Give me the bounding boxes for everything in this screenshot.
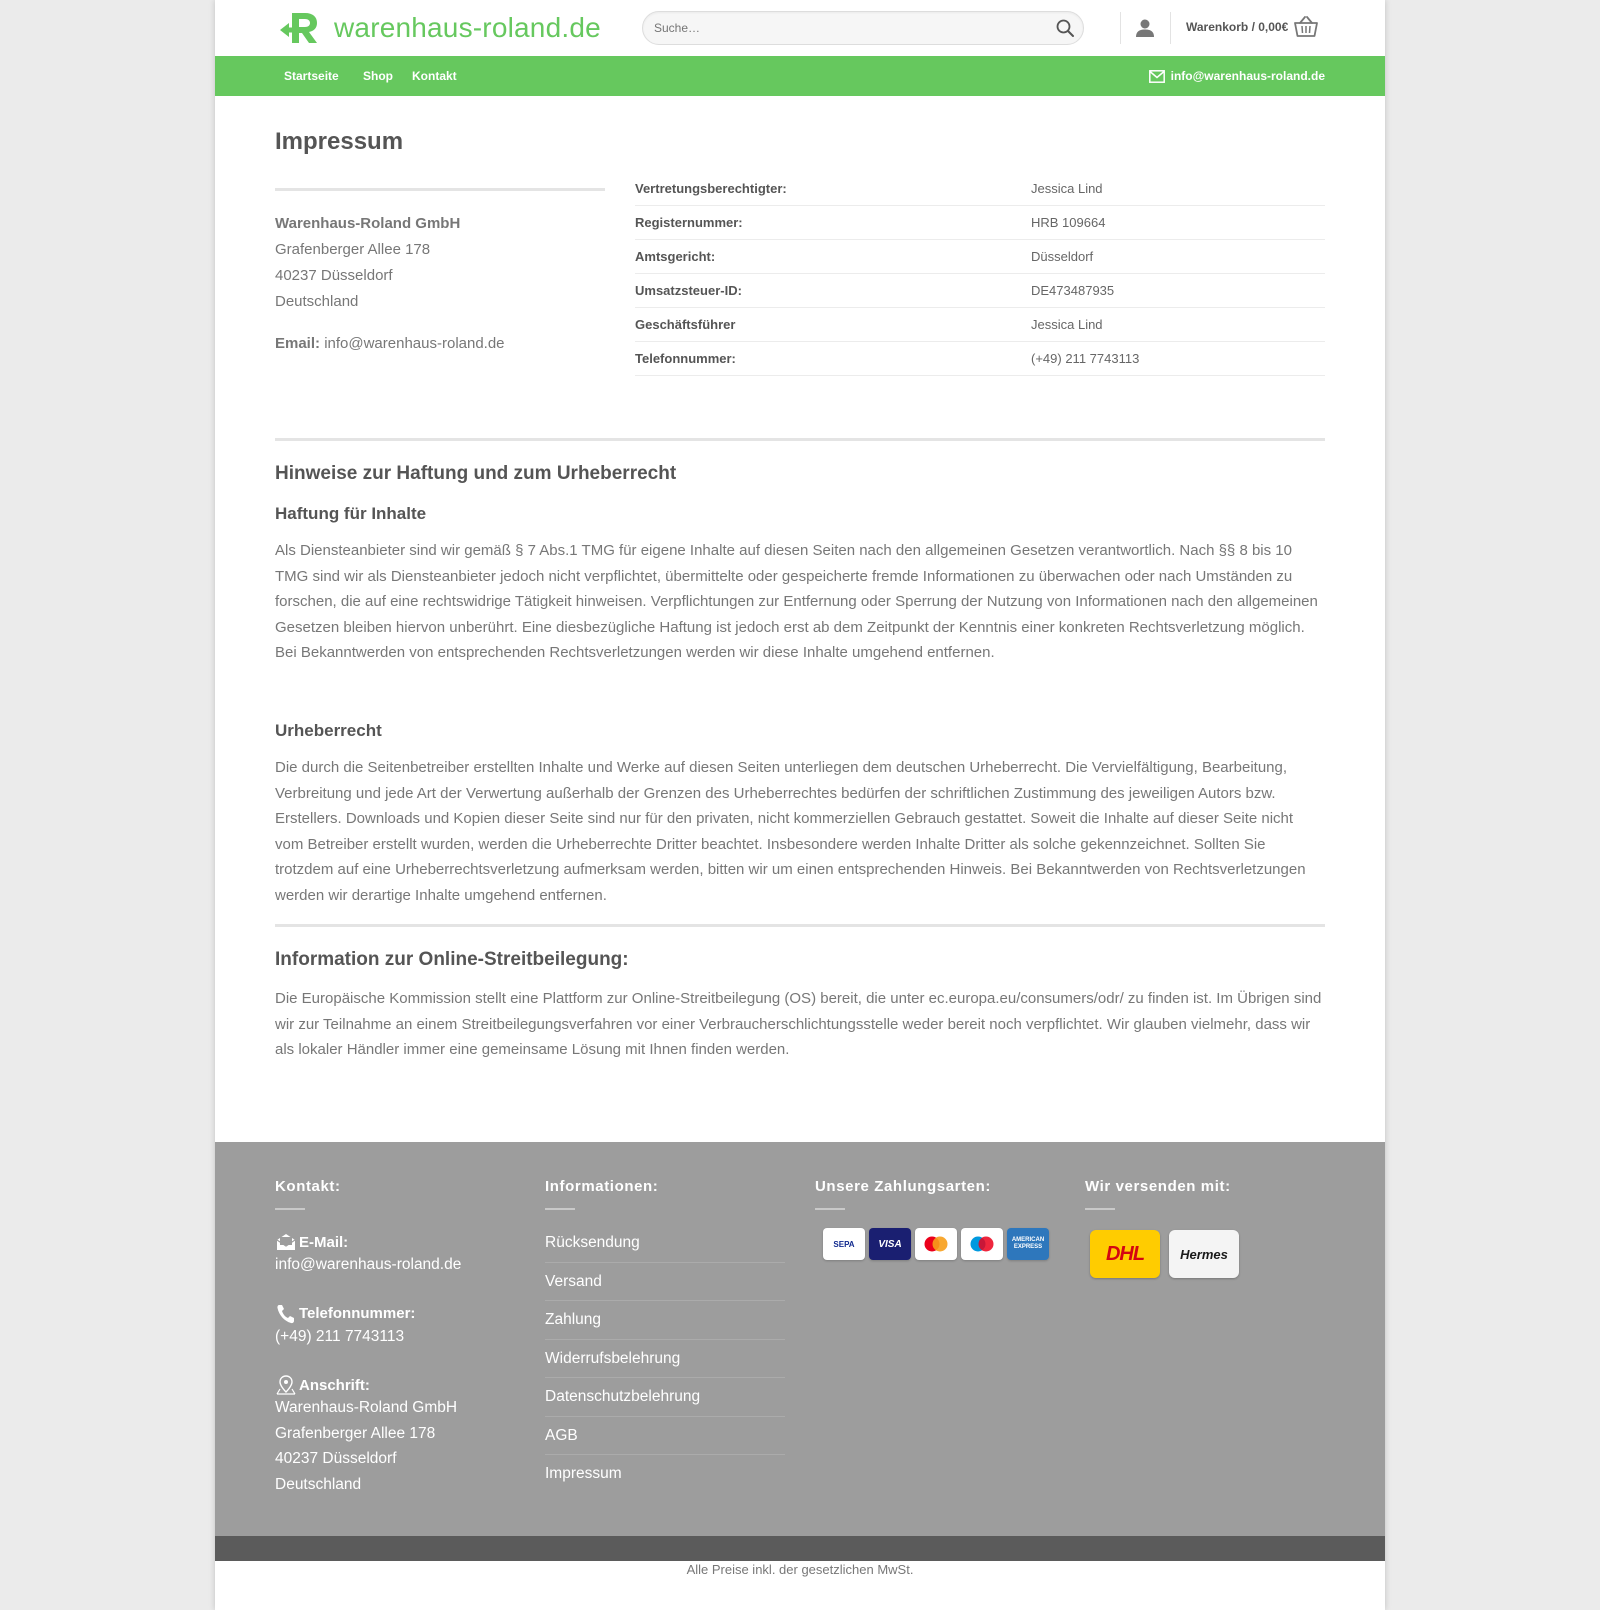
dhl-logo (1090, 1230, 1160, 1278)
footer-link-datenschutzbelehrung[interactable]: Datenschutzbelehrung (545, 1378, 785, 1417)
footer-phone-label: Telefonnummer: (299, 1305, 416, 1323)
info-key: Geschäftsführer (635, 317, 736, 332)
email-link[interactable]: info@warenhaus-roland.de (324, 335, 505, 352)
table-row (635, 172, 1325, 206)
liability-heading: Hinweise zur Haftung und zum Urheberrecht (275, 463, 677, 484)
divider (1085, 1208, 1115, 1210)
divider (815, 1208, 845, 1210)
divider (545, 1208, 575, 1210)
nav-email-link[interactable] (1149, 69, 1325, 83)
copyright-text: Die durch die Seitenbetreiber erstellten Inhalte und Werke auf diesen Seiten unterliegen dem deutschen Urheberrecht. Die Vervielfältigung, Bearbeitung, Verbreitung und jede Art der Verwertung außerhalb der Grenzen des Urheberrechtes bedürfen der schriftlichen Zustimmung des jeweiligen Autors bzw. Erstellers. Downloads und Kopien dieser Seite sind nur für den privaten, nicht kommerziellen Gebrauch gestattet. Soweit die Inhalte auf dieser Seite nicht vom Betreiber erstellt wurden, werden die Urheberrechte Dritter beachtet. Insbesondere werden Inhalte Dritter als solche gekennzeichnet. Sollten Sie trotzdem auf eine Urheberrechtsverletzung aufmerksam werden, bitten wir um einen entsprechenden Hinweis. Bei Bekanntwerden von Rechtsverletzungen werden wir derartige Inhalte umgehend entfernen. (275, 759, 1306, 904)
section-divider (275, 924, 1325, 927)
nav-item-shop[interactable]: Shop (363, 69, 393, 83)
nav-email-text: info@warenhaus-roland.de (1170, 69, 1325, 83)
footer-link-impressum[interactable]: Impressum (545, 1465, 622, 1482)
footer-address-label: Anschrift: (299, 1376, 370, 1394)
visa-logo-text: VISA (878, 1238, 902, 1250)
dispute-heading: Information zur Online-Streitbeilegung: (275, 949, 629, 970)
content-liability-heading: Haftung für Inhalte (275, 504, 427, 523)
search-input[interactable] (643, 12, 1023, 44)
basket-icon (1294, 16, 1318, 38)
footer-link-zahlung[interactable]: Zahlung (545, 1301, 785, 1340)
footer-link-agb[interactable]: AGB (545, 1417, 785, 1456)
section-divider (275, 438, 1325, 441)
phone-icon (275, 1304, 297, 1324)
footer (215, 1142, 1385, 1536)
table-row (635, 308, 1325, 342)
info-value: Jessica Lind (1031, 181, 1103, 196)
sepa-logo-text: SEPA (833, 1239, 855, 1249)
company-address (275, 188, 605, 352)
footer-address-block (275, 1375, 461, 1497)
footer-email[interactable]: info@warenhaus-roland.de (275, 1256, 462, 1273)
header (215, 0, 1385, 56)
logo-r-icon (280, 11, 320, 45)
footer-contact (275, 1178, 461, 1498)
footer-address-line: 40237 Düsseldorf (275, 1450, 397, 1468)
table-row (635, 342, 1325, 376)
footer-bottom-bar (215, 1536, 1385, 1561)
location-pin-icon (275, 1375, 297, 1395)
footer-address-line: Grafenberger Allee 178 (275, 1424, 436, 1442)
search-box (642, 11, 1084, 45)
nav-item-kontakt[interactable]: Kontakt (412, 69, 457, 83)
footer-address-line: Deutschland (275, 1475, 362, 1493)
footer-payment (815, 1178, 1053, 1260)
header-divider (1170, 12, 1171, 44)
company-name: Warenhaus-Roland GmbH (275, 215, 461, 232)
footer-heading: Unsere Zahlungsarten: (815, 1178, 991, 1195)
content-liability-text: Als Diensteanbieter sind wir gemäß § 7 Abs.1 TMG für eigene Inhalte auf diesen Seiten nach den allgemeinen Gesetzen verantwortlich. Nach §§ 8 bis 10 TMG sind wir als Diensteanbieter jedoch nicht verpflichtet, übermittelte oder gespeicherte fremde Informationen zu überwachen oder nach Umständen zu forschen, die auf eine rechtswidrige Tätigkeit hinweisen. Verpflichtungen zur Entfernung oder Sperrung der Nutzung von Informationen nach den allgemeinen Gesetzen bleiben hiervon unberührt. Eine diesbezügliche Haftung ist jedoch erst ab dem Zeitpunkt der Kenntnis einer konkreten Rechtsverletzung möglich. Bei Bekanntwerden von entsprechenden Rechtsverletzungen werden wir diese Inhalte umgehend entfernen. (275, 542, 1318, 662)
header-divider (1120, 12, 1121, 44)
cart-button[interactable] (1186, 16, 1318, 38)
user-icon[interactable] (1135, 18, 1155, 38)
info-key: Telefonnummer: (635, 351, 736, 366)
footer-link-widerrufsbelehrung[interactable]: Widerrufsbelehrung (545, 1340, 785, 1379)
footer-heading: Informationen: (545, 1178, 659, 1195)
footer-link-versand[interactable]: Versand (545, 1263, 785, 1302)
divider (275, 1208, 305, 1210)
info-key: Amtsgericht: (635, 249, 716, 264)
dispute-text: Die Europäische Kommission stellt eine Plattform zur Online-Streitbeilegung (OS) bereit, die unter ec.europa.eu/consumers/odr/ zu finden ist. Im Übrigen sind wir zur Teilnahme an einem Streitbeilegungsverfahren vor einer Verbraucherschlichtungsstelle weder bereit noch verpflichtet. Wir glauben vielmehr, dass wir als lokaler Händler immer eine gemeinsame Lösung mit Ihnen finden werden. (275, 990, 1322, 1059)
footer-phone: (+49) 211 7743113 (275, 1327, 405, 1345)
divider (275, 188, 605, 191)
vat-note: Alle Preise inkl. der gesetzlichen MwSt. (686, 1562, 914, 1577)
amex-logo-text: AMERICAN EXPRESS (1011, 1237, 1045, 1250)
sepa-logo (823, 1228, 865, 1260)
nav-item-startseite[interactable]: Startseite (284, 69, 339, 83)
logo[interactable] (280, 11, 601, 45)
copyright-heading: Urheberrecht (275, 721, 382, 740)
info-value: Düsseldorf (1031, 249, 1094, 264)
hermes-logo-text: Hermes (1180, 1246, 1228, 1262)
envelope-icon (1149, 70, 1165, 83)
search-icon[interactable] (1055, 18, 1075, 38)
footer-shipping (1085, 1178, 1248, 1278)
info-value: (+49) 211 7743113 (1031, 351, 1140, 366)
footer-link-ruecksendung[interactable]: Rücksendung (545, 1224, 785, 1263)
company-street: Grafenberger Allee 178 (275, 241, 431, 258)
company-city: 40237 Düsseldorf (275, 267, 393, 284)
company-email (275, 335, 605, 352)
footer-info (545, 1178, 785, 1494)
table-row (635, 240, 1325, 274)
footer-address-line: Warenhaus-Roland GmbH (275, 1399, 458, 1417)
company-country: Deutschland (275, 293, 359, 310)
mastercard-circles-icon (923, 1235, 949, 1253)
main-nav (215, 56, 1385, 96)
dhl-logo-text: DHL (1105, 1242, 1145, 1265)
amex-logo (1007, 1228, 1049, 1260)
table-row (635, 274, 1325, 308)
info-key: Umsatzsteuer-ID: (635, 283, 742, 298)
mastercard-logo (915, 1228, 957, 1260)
hermes-logo (1169, 1230, 1239, 1278)
footer-phone-block (275, 1304, 461, 1350)
cart-label: Warenkorb / 0,00€ (1186, 20, 1289, 34)
info-value: DE473487935 (1031, 283, 1115, 298)
footer-email-block (275, 1232, 461, 1278)
footer-heading: Wir versenden mit: (1085, 1178, 1231, 1195)
footer-email-label: E-Mail: (299, 1233, 349, 1251)
maestro-circles-icon (969, 1235, 995, 1253)
info-key: Registernummer: (635, 215, 743, 230)
info-value: HRB 109664 (1031, 215, 1106, 230)
mail-icon (275, 1232, 297, 1252)
email-label: Email: (275, 335, 321, 352)
info-value: Jessica Lind (1031, 317, 1103, 332)
visa-logo (869, 1228, 911, 1260)
info-key: Vertretungsberechtigter: (635, 181, 787, 196)
logo-text: warenhaus-roland.de (334, 12, 601, 43)
maestro-logo (961, 1228, 1003, 1260)
page-title: Impressum (275, 128, 404, 155)
company-info-table (635, 172, 1325, 376)
table-row (635, 206, 1325, 240)
footer-heading: Kontakt: (275, 1178, 341, 1195)
page-container (215, 0, 1385, 1610)
